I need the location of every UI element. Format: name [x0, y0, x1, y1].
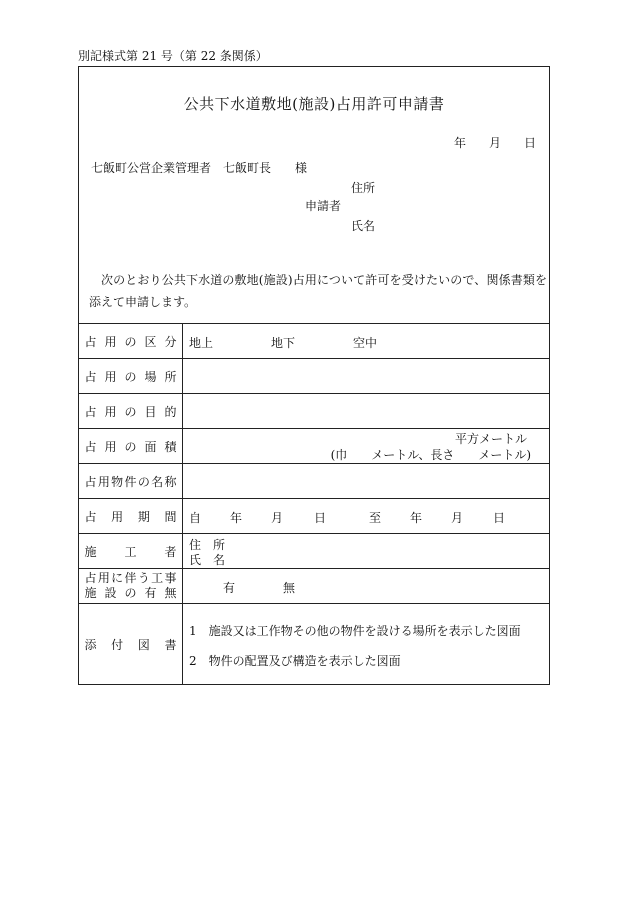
object-name-field[interactable] — [183, 464, 550, 499]
category-label: 占用の区分 — [84, 334, 177, 349]
table-row — [79, 324, 549, 359]
contractor-name-label: 氏 名 — [189, 553, 226, 567]
category-option-air[interactable]: 空中 — [353, 336, 378, 350]
work-no-option[interactable]: 無 — [283, 581, 296, 595]
object-name-label: 占用物件の名称 — [84, 474, 177, 489]
period-to-day: 日 — [493, 511, 506, 525]
addressee: 七飯町公営企業管理者 七飯町長 様 — [91, 161, 308, 175]
location-label: 占用の場所 — [84, 369, 177, 384]
attachment-item: 2 物件の配置及び構造を表示した図面 — [189, 654, 401, 668]
contractor-label: 施工者 — [84, 544, 177, 559]
form-title: 公共下水道敷地(施設)占用許可申請書 — [183, 95, 445, 113]
period-from-month: 月 — [271, 511, 284, 525]
period-label: 占用期間 — [84, 509, 177, 524]
attachment-item: 1 施設又は工作物その他の物件を設ける場所を表示した図面 — [189, 624, 521, 638]
period-from-year: 年 — [230, 511, 243, 525]
period-to-year: 年 — [410, 511, 423, 525]
purpose-label: 占用の目的 — [84, 404, 177, 419]
contractor-field[interactable] — [183, 534, 550, 569]
period-field[interactable] — [183, 499, 550, 534]
form-reference: 別記様式第 21 号（第 22 条関係） — [78, 49, 268, 63]
table-row — [79, 429, 549, 464]
work-yes-option[interactable]: 有 — [223, 581, 236, 595]
applicant-label: 申請者 — [305, 199, 342, 213]
application-form — [78, 66, 550, 685]
table-row — [79, 464, 549, 499]
area-dimensions: (巾 メートル、長さ メートル) — [330, 448, 531, 462]
category-option-below[interactable]: 地下 — [271, 336, 296, 350]
period-from: 自 — [189, 511, 202, 525]
period-from-day: 日 — [314, 511, 327, 525]
attachments-label: 添付図書 — [84, 637, 177, 652]
work-facility-label-line1: 占用に伴う工事 — [84, 571, 177, 585]
purpose-field[interactable] — [183, 394, 550, 429]
table-row — [79, 604, 549, 685]
work-facility-label-line2: 施設の有無 — [84, 586, 177, 600]
location-field[interactable] — [183, 359, 550, 394]
area-unit: 平方メートル — [454, 432, 527, 446]
application-table — [79, 323, 549, 685]
table-row — [79, 534, 549, 569]
applicant-name-label: 氏名 — [351, 219, 376, 233]
table-row — [79, 394, 549, 429]
date-year-label: 年 — [454, 136, 467, 150]
date-day-label: 日 — [524, 136, 537, 150]
contractor-address-label: 住 所 — [189, 538, 226, 552]
table-row — [79, 359, 549, 394]
period-to-month: 月 — [451, 511, 464, 525]
request-statement: 次のとおり公共下水道の敷地(施設)占用について許可を受けたいので、関係書類を添えて申請します。 — [89, 273, 547, 309]
period-to: 至 — [369, 511, 382, 525]
category-option-above[interactable]: 地上 — [189, 336, 214, 350]
area-label: 占用の面積 — [84, 439, 177, 454]
applicant-address-label: 住所 — [351, 181, 376, 195]
date-month-label: 月 — [489, 136, 502, 150]
area-field[interactable] — [183, 429, 550, 464]
table-row — [79, 569, 549, 604]
table-row — [79, 499, 549, 534]
